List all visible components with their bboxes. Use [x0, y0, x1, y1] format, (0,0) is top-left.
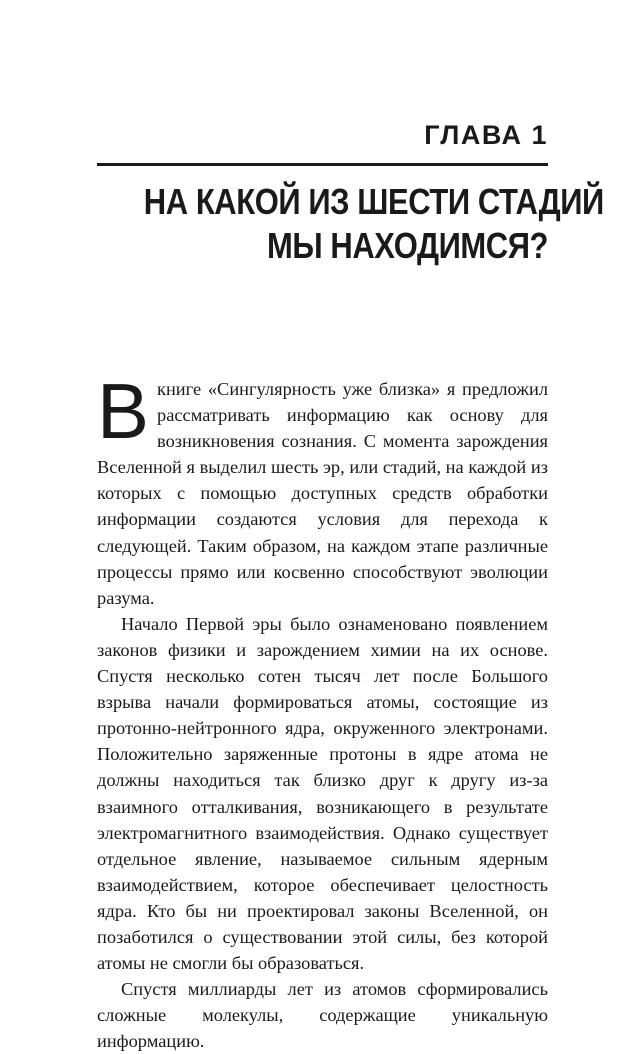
- chapter-title-line-1: НА КАКОЙ ИЗ ШЕСТИ СТАДИЙ: [143, 181, 604, 222]
- paragraph-1-text: книге «Сингулярность уже близка» я предложил рассматривать информацию как основу для возникновения сознания. С момента зарождения Вселенной я выделил шесть эр, или стадий, на каждой из которых с помощью доступных средств обработки информации создаются условия для перехода к следующей. Таким образом, на каждом этапе различные процессы прямо или косвенно способствуют эволюции разума.: [97, 379, 548, 608]
- paragraph-1: [97, 367, 548, 611]
- chapter-divider: [97, 163, 548, 166]
- paragraph-2: Начало Первой эры было ознаменовано появлением законов физики и зарождением химии на их основе. Спустя несколько сотен тысяч лет после Большого взрыва начали формироваться атомы, состоящие из протонно-нейтронного ядра, окруженного электронами. Положительно заряженные протоны в ядре атома не должны находиться так близко друг к другу из-за взаимного отталкивания, возникающего в результате электромагнитного взаимодействия. Однако существует отдельное явление, называемое сильным ядерным взаимодействием, которое обеспечивает целостность ядра. Кто бы ни проектировал законы Вселенной, он позаботился о существовании этой силы, без которой атомы не смогли бы образоваться.: [97, 613, 548, 974]
- drop-cap: В: [97, 367, 150, 455]
- chapter-title: [143, 180, 604, 268]
- paragraph-3: Спустя миллиарды лет из атомов сформировались сложные молекулы, содержащие уникальную информацию.: [97, 979, 548, 1052]
- body-text: [97, 367, 548, 1054]
- chapter-label: ГЛАВА 1: [424, 120, 548, 150]
- chapter-title-line-2: МЫ НАХОДИМСЯ?: [267, 225, 548, 266]
